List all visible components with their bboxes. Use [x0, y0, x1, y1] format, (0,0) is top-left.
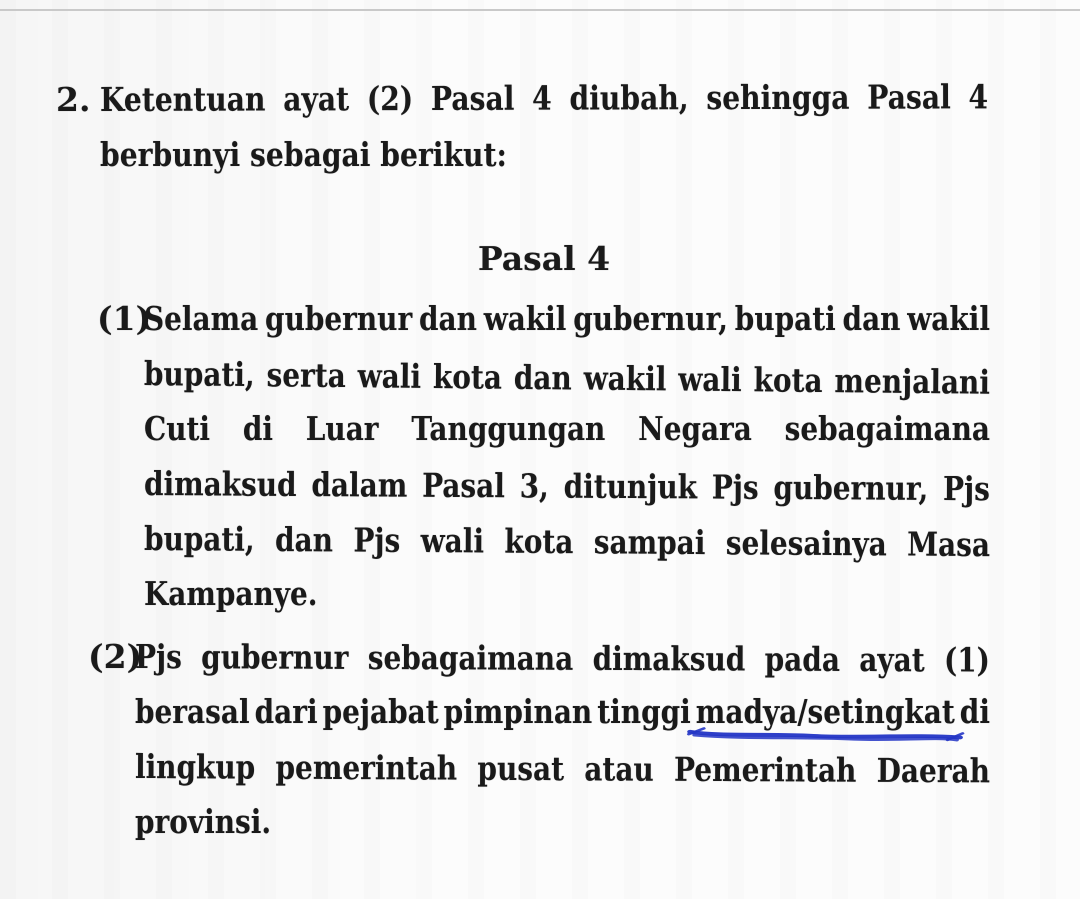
clause-2	[88, 629, 1080, 849]
text-line: bupati, serta wali kota dan wakil wali kota menjalani	[143, 354, 991, 402]
text-line-with-pen-underline: berasal dari pejabat pimpinan tinggi madya/setingkat di	[135, 684, 990, 739]
underlined-word: madya/setingkat	[695, 692, 955, 731]
text-line: provinsi.	[135, 802, 272, 841]
text-line: Pjs gubernur sebagaimana dimaksud pada ayat (1)	[134, 637, 990, 680]
pen-underlined-text	[696, 684, 955, 739]
text-line: Cuti di Luar Tanggungan Negara sebagaimana	[144, 409, 990, 448]
text-line: berbunyi sebagai berikut:	[100, 135, 507, 174]
section-heading: Pasal 4	[477, 239, 611, 278]
text-line: dimaksud dalam Pasal 3, ditunjuk Pjs gubernur, Pjs	[143, 464, 990, 509]
numbered-item-2	[56, 72, 1036, 182]
clause-marker: (1)	[97, 299, 152, 338]
scan-edge-line	[0, 9, 1080, 11]
clause-1	[97, 291, 1080, 621]
item-number: 2.	[56, 80, 91, 119]
clause-marker: (2)	[88, 637, 143, 676]
text-line: bupati, dan Pjs wali kota sampai selesainya Masa	[143, 519, 991, 565]
text-line: lingkup pemerintah pusat atau Pemerintah Daerah	[134, 747, 991, 791]
text-line: Kampanye.	[144, 574, 318, 613]
text-line: Selama gubernur dan wakil gubernur, bupati dan wakil	[144, 299, 990, 338]
text-line: Ketentuan ayat (2) Pasal 4 diubah, sehingga Pasal 4	[99, 77, 989, 119]
